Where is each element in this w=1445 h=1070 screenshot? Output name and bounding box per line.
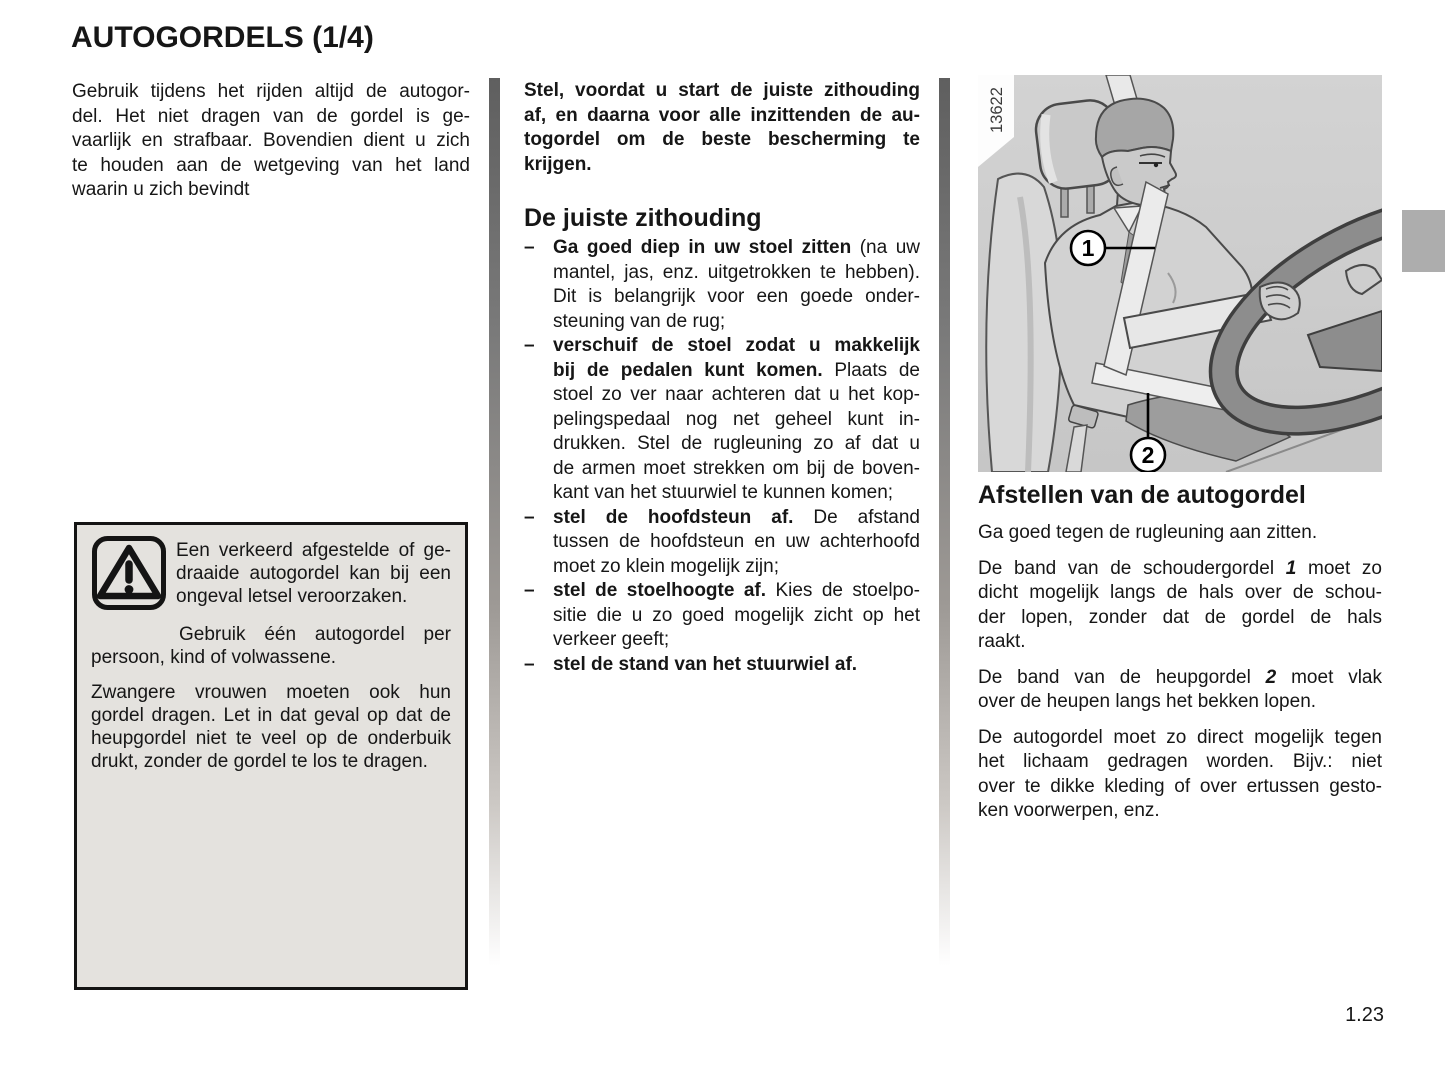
text-line: Stel, voordat u start de juiste zithouding xyxy=(524,80,920,101)
warning-paragraph-2 xyxy=(91,623,451,669)
paragraph xyxy=(978,521,1382,546)
paragraph xyxy=(978,666,1382,715)
text-line: bij de pedalen kunt komen. Plaats de xyxy=(553,359,920,381)
text-line: steuning van de rug; xyxy=(553,310,726,332)
section-heading-zithouding: De juiste zithouding xyxy=(524,204,762,232)
bullet-dash: – xyxy=(524,237,535,258)
text-line: drukken. Stel de rugleuning zo af dat u xyxy=(553,433,920,454)
text-line: gordel dragen. Let in dat geval op dat de xyxy=(91,705,451,726)
text-line: del. Het niet dragen van de gordel is ge- xyxy=(72,105,470,127)
text-line: raakt. xyxy=(978,631,1026,652)
text-line: de armen moet strekken om bij de boven- xyxy=(553,457,920,479)
list-item xyxy=(524,653,920,678)
text-line: kant van het stuurwiel te kunnen komen; xyxy=(553,482,894,503)
text-line: over de heupen langs het bekken lopen. xyxy=(978,691,1317,712)
text-line: ken voorwerpen, enz. xyxy=(978,800,1160,821)
bullet-dash: – xyxy=(524,580,535,601)
bullet-dash: – xyxy=(524,335,535,356)
column-divider xyxy=(939,78,950,984)
column-divider xyxy=(489,78,500,984)
bullet-text xyxy=(553,236,920,334)
text-line: sitie die u zo goed mogelijk zicht op het xyxy=(553,604,920,626)
text-line: tussen de hoofdsteun en uw achterhoofd xyxy=(553,531,920,552)
warning-paragraph-1 xyxy=(91,535,451,611)
text-line: het lichaam gedragen worden. Bijv.: niet xyxy=(978,751,1382,772)
text-line: Ga goed diep in uw stoel zitten (na uw xyxy=(553,237,920,258)
text-line: draaide autogordel kan bij een xyxy=(176,563,451,584)
list-item xyxy=(524,506,920,580)
warning-box xyxy=(74,522,468,990)
text-line: persoon, kind of volwassene. xyxy=(91,647,337,668)
text-line: De autogordel moet zo direct mogelijk tegen xyxy=(978,726,1382,748)
text-line: De band van de schoudergordel 1 moet zo xyxy=(978,557,1382,579)
checklist xyxy=(524,236,920,677)
bullet-text xyxy=(553,506,920,580)
middle-column xyxy=(524,79,920,677)
section-tab xyxy=(1402,210,1445,272)
text-line: over te dikke kleding of over ertussen gesto- xyxy=(978,775,1382,797)
warning-triangle-icon xyxy=(91,535,167,611)
text-line: krijgen. xyxy=(524,153,592,175)
text-line: pelingspedaal nog net geheel kunt in- xyxy=(553,408,920,430)
text-line: Gebruik één autogordel per xyxy=(179,624,451,645)
text-line: waarin u zich bevindt xyxy=(72,179,250,200)
text-line: stoel zo ver naar achteren dat u het kop- xyxy=(553,384,920,405)
list-item xyxy=(524,334,920,506)
text-line: af, en daarna voor alle inzittenden de au- xyxy=(524,104,920,126)
text-line: Een verkeerd afgestelde of ge- xyxy=(176,540,451,561)
page-number: 1.23 xyxy=(1345,1004,1384,1026)
lead-paragraph xyxy=(524,79,920,177)
figure-illustration xyxy=(978,75,1382,472)
paragraph xyxy=(978,557,1382,655)
right-column xyxy=(978,481,1382,824)
text-line: verschuif de stoel zodat u makkelijk xyxy=(553,335,920,356)
callout-1-number: 1 xyxy=(1081,235,1095,261)
text-line: De band van de heupgordel 2 moet vlak xyxy=(978,666,1382,688)
callout-2-number: 2 xyxy=(1141,442,1155,468)
text-line: drukt, zonder de gordel te los te dragen. xyxy=(91,751,428,772)
text-line: vaarlijk en strafbaar. Bovendien dient u zich xyxy=(72,130,470,151)
text-line: dicht mogelijk langs de hals over de schou- xyxy=(978,582,1382,603)
warning-text xyxy=(176,539,451,611)
left-column-intro xyxy=(72,80,470,203)
text-line: ongeval letsel veroorzaken. xyxy=(176,586,408,607)
text-line: stel de hoofdsteun af. De afstand xyxy=(553,506,920,528)
text-line: Ga goed tegen de rugleuning aan zitten. xyxy=(978,522,1318,543)
paragraph xyxy=(978,726,1382,824)
bullet-text xyxy=(553,334,920,506)
list-item xyxy=(524,236,920,334)
bullet-dash: – xyxy=(524,653,535,675)
text-line: moet zo klein mogelijk zijn; xyxy=(553,555,779,577)
text-line: Dit is belangrijk voor een goede onder- xyxy=(553,286,920,307)
text-line: mantel, jas, enz. uitgetrokken te hebben). xyxy=(553,261,920,283)
text-line: Zwangere vrouwen moeten ook hun xyxy=(91,682,451,703)
text-line: der lopen, zonder dat de gordel de hals xyxy=(978,606,1382,628)
text-line: togordel om de beste bescherming te xyxy=(524,129,920,150)
text-line: heupgordel niet te veel op de onderbuik xyxy=(91,728,451,749)
figure-number-text: 13622 xyxy=(988,87,1006,133)
section-heading-afstellen: Afstellen van de autogordel xyxy=(978,481,1306,509)
bullet-dash: – xyxy=(524,506,535,528)
page-title: AUTOGORDELS (1/4) xyxy=(71,21,374,54)
bullet-text xyxy=(553,579,920,653)
text-line: stel de stoelhoogte af. Kies de stoelpo- xyxy=(553,580,920,601)
bullet-text xyxy=(553,653,920,678)
text-line: Gebruik tijdens het rijden altijd de autogor- xyxy=(72,81,470,102)
list-item xyxy=(524,579,920,653)
warning-paragraph-3 xyxy=(91,681,451,773)
text-line: stel de stand van het stuurwiel af. xyxy=(553,653,858,675)
text-line: te houden aan de wetgeving van het land xyxy=(72,154,470,176)
text-line: verkeer geeft; xyxy=(553,629,670,650)
